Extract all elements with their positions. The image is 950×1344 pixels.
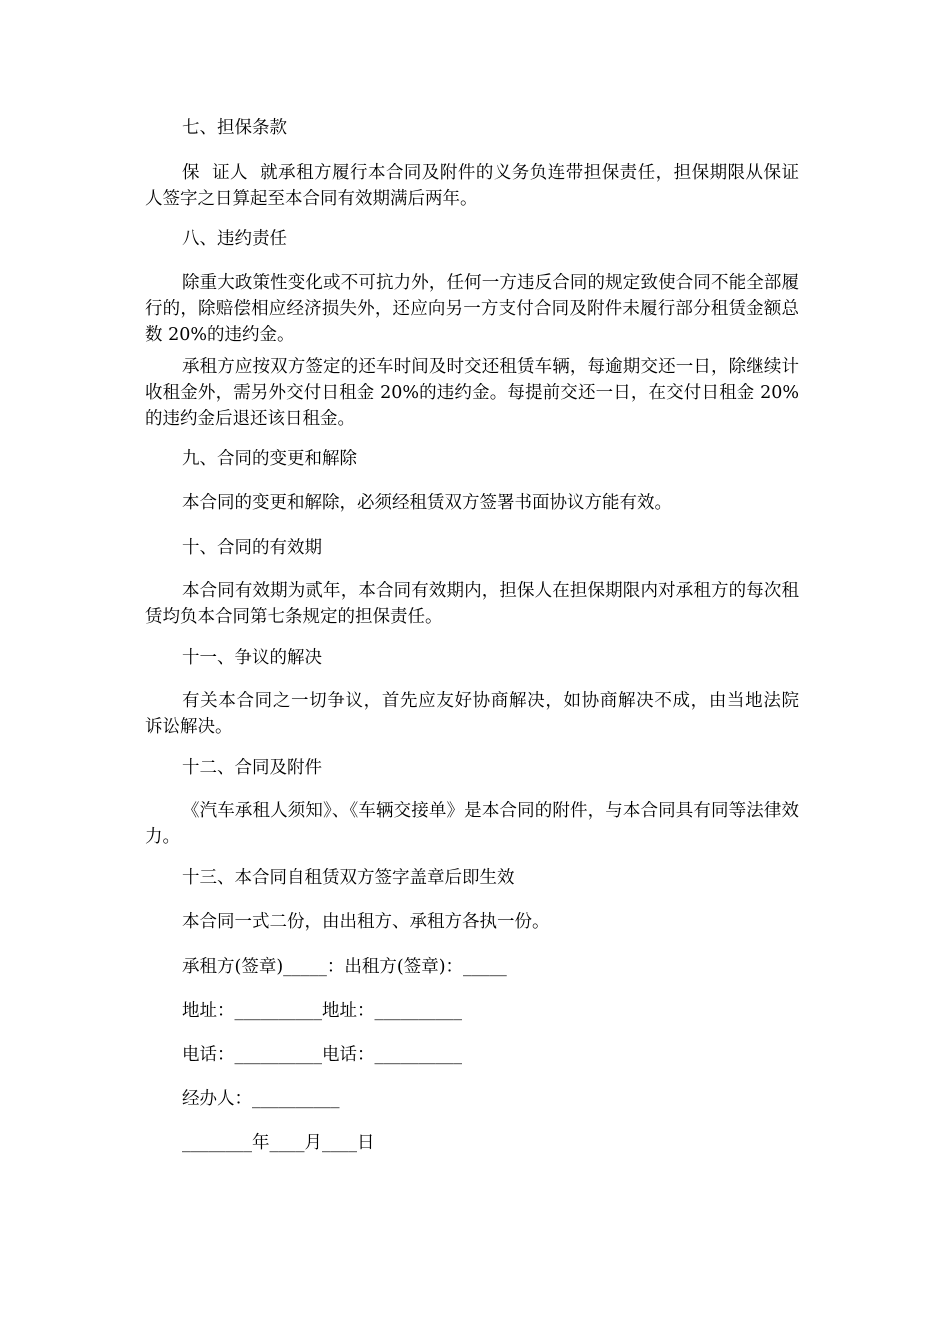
signature-phone-line: 电话：__________电话：__________ xyxy=(182,1045,462,1065)
section-13-heading: 十三、本合同自租赁双方签字盖章后即生效 xyxy=(182,868,515,888)
section-7-heading: 七、担保条款 xyxy=(182,118,287,138)
section-9-heading: 九、合同的变更和解除 xyxy=(182,449,357,469)
signature-address-line: 地址：__________地址：__________ xyxy=(182,1001,462,1021)
section-11-heading: 十一、争议的解决 xyxy=(182,648,322,668)
section-10-body: 本合同有效期为贰年，本合同有效期内，担保人在担保期限内对承租方的每次租赁均负本合同第七条规定的担保责任。 xyxy=(145,581,799,627)
section-9-body: 本合同的变更和解除，必须经租赁双方签署书面协议方能有效。 xyxy=(182,493,672,513)
signature-agent-line: 经办人：__________ xyxy=(182,1089,340,1109)
section-13-body: 本合同一式二份，由出租方、承租方各执一份。 xyxy=(182,912,550,932)
section-8-heading: 八、违约责任 xyxy=(182,229,287,249)
signature-date-line: ________年____月____日 xyxy=(182,1133,375,1153)
section-7-body: 保 证人 就承租方履行本合同及附件的义务负连带担保责任，担保期限从保证人签字之日算起至本合同有效期满后两年。 xyxy=(145,163,799,209)
section-8-body-1: 除重大政策性变化或不可抗力外，任何一方违反合同的规定致使合同不能全部履行的，除赔偿相应经济损失外，还应向另一方支付合同及附件未履行部分租赁金额总数 20%的违约金。 xyxy=(145,273,799,345)
section-12-body: 《汽车承租人须知》、《车辆交接单》是本合同的附件，与本合同具有同等法律效力。 xyxy=(145,801,799,847)
section-8-body-2: 承租方应按双方签定的还车时间及时交还租赁车辆，每逾期交还一日，除继续计收租金外，需另外交付日租金 20%的违约金。每提前交还一日，在交付日租金 20%的违约金后退还该日租金。 xyxy=(145,357,799,429)
section-12-heading: 十二、合同及附件 xyxy=(182,758,322,778)
signature-parties-line: 承租方(签章)_____：出租方(签章)：_____ xyxy=(182,957,507,977)
section-11-body: 有关本合同之一切争议，首先应友好协商解决，如协商解决不成，由当地法院 诉讼解决。 xyxy=(145,691,811,737)
section-10-heading: 十、合同的有效期 xyxy=(182,538,322,558)
